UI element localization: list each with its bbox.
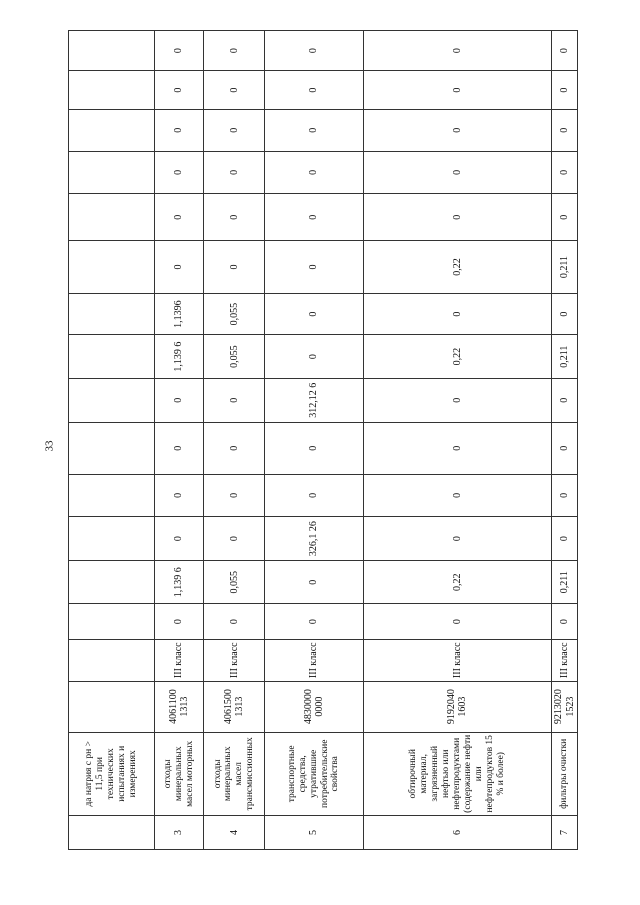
hazard-class: III класс — [155, 639, 204, 681]
cell — [69, 604, 155, 640]
cell: 1,1396 — [155, 293, 204, 335]
cell — [69, 639, 155, 681]
cell: 0 — [204, 378, 265, 422]
waste-name: фильтры очистки — [552, 732, 578, 815]
cell: 0 — [363, 378, 551, 422]
cell: 0 — [552, 474, 578, 516]
cell: 0 — [204, 151, 265, 193]
row-number: 6 — [363, 816, 551, 850]
cell: 0 — [363, 517, 551, 561]
cell: 0 — [363, 474, 551, 516]
cell: 0 — [552, 109, 578, 151]
cell: 0,211 — [552, 335, 578, 378]
cell: 0 — [363, 422, 551, 474]
cell: 326,1 26 — [265, 517, 363, 561]
waste-name: обтирочный материал, загрязненный нефтью или нефтепродуктами (содержание нефти или нефтепродуктов 15 % и более) — [363, 732, 551, 815]
cell — [69, 422, 155, 474]
cell: 1,139 6 — [155, 335, 204, 378]
cell: 0 — [552, 71, 578, 110]
waste-name: транспортные средства, утратившие потребительские свойства — [265, 732, 363, 815]
cell: 0 — [552, 293, 578, 335]
cell: 0 — [155, 194, 204, 241]
cell: 0 — [265, 474, 363, 516]
table-row — [363, 31, 551, 850]
cell: 0 — [204, 474, 265, 516]
cell: 0 — [265, 293, 363, 335]
table-row — [204, 31, 265, 850]
cell: 0 — [265, 241, 363, 294]
cell: 0 — [265, 71, 363, 110]
cell: 0,211 — [552, 241, 578, 294]
cell: 0 — [155, 517, 204, 561]
cell: 0 — [552, 194, 578, 241]
cell: 0 — [265, 561, 363, 604]
cell — [69, 71, 155, 110]
cell: 0 — [265, 109, 363, 151]
cell — [69, 681, 155, 732]
cell: 0 — [204, 422, 265, 474]
table-container — [68, 30, 578, 850]
cell — [69, 241, 155, 294]
cell: 0 — [155, 422, 204, 474]
cell: 0 — [155, 378, 204, 422]
cell — [69, 151, 155, 193]
cell — [69, 474, 155, 516]
cell: 0 — [265, 335, 363, 378]
cell — [69, 561, 155, 604]
cell: 0 — [363, 31, 551, 71]
cell: 0 — [155, 241, 204, 294]
hazard-class: III класс — [204, 639, 265, 681]
cell: 0 — [155, 474, 204, 516]
table-row — [265, 31, 363, 850]
cell: 0 — [552, 604, 578, 640]
cell: 0 — [552, 151, 578, 193]
cell: 0 — [265, 604, 363, 640]
cell: 0 — [363, 109, 551, 151]
hazard-class: III класс — [265, 639, 363, 681]
cell: 0 — [363, 194, 551, 241]
cell: 0 — [265, 31, 363, 71]
cell: 0 — [552, 517, 578, 561]
cell: 0,055 — [204, 561, 265, 604]
cell — [69, 293, 155, 335]
row-number: 3 — [155, 816, 204, 850]
cell: 0,22 — [363, 561, 551, 604]
waste-name: отходы минеральных масел трансмиссионных — [204, 732, 265, 815]
cell: 0 — [552, 422, 578, 474]
waste-code: 4830000 0000 — [265, 681, 363, 732]
waste-table — [68, 30, 578, 850]
rotated-table — [68, 30, 578, 850]
waste-name: да натрия с рн > 11,5 при технических испытаниях и измерениях — [69, 732, 155, 815]
cell: 0 — [204, 517, 265, 561]
cell: 0 — [265, 422, 363, 474]
cell: 0 — [155, 604, 204, 640]
cell — [69, 517, 155, 561]
cell: 0 — [265, 194, 363, 241]
cell: 0 — [552, 31, 578, 71]
cell — [69, 194, 155, 241]
cell — [69, 378, 155, 422]
cell: 0,22 — [363, 335, 551, 378]
waste-code: 4061100 1313 — [155, 681, 204, 732]
cell: 0 — [265, 151, 363, 193]
row-number: 4 — [204, 816, 265, 850]
cell — [69, 109, 155, 151]
row-number — [69, 816, 155, 850]
cell: 0 — [155, 31, 204, 71]
table-row — [552, 31, 578, 850]
cell: 0 — [155, 151, 204, 193]
cell: 0,055 — [204, 293, 265, 335]
cell: 0 — [363, 71, 551, 110]
cell — [69, 31, 155, 71]
cell: 0 — [204, 194, 265, 241]
cell: 0 — [552, 378, 578, 422]
cell: 0 — [363, 293, 551, 335]
row-number: 5 — [265, 816, 363, 850]
cell: 1,139 6 — [155, 561, 204, 604]
cell: 0 — [204, 109, 265, 151]
row-number: 7 — [552, 816, 578, 850]
cell: 0,22 — [363, 241, 551, 294]
cell: 0 — [204, 241, 265, 294]
cell: 0 — [363, 604, 551, 640]
cell: 0 — [204, 31, 265, 71]
waste-code: 9213020 1523 — [552, 681, 578, 732]
waste-code: 4061500 1313 — [204, 681, 265, 732]
cell: 0 — [204, 71, 265, 110]
waste-name: отходы минеральных масел моторных — [155, 732, 204, 815]
hazard-class: III класс — [363, 639, 551, 681]
cell — [69, 335, 155, 378]
cell: 312,12 6 — [265, 378, 363, 422]
hazard-class: III класс — [552, 639, 578, 681]
table-row — [155, 31, 204, 850]
cell: 0 — [155, 109, 204, 151]
cell: 0,055 — [204, 335, 265, 378]
cell: 0,211 — [552, 561, 578, 604]
table-row — [69, 31, 155, 850]
page-number: 33 — [43, 440, 56, 452]
cell: 0 — [204, 604, 265, 640]
cell: 0 — [155, 71, 204, 110]
cell: 0 — [363, 151, 551, 193]
waste-code: 9192040 1603 — [363, 681, 551, 732]
